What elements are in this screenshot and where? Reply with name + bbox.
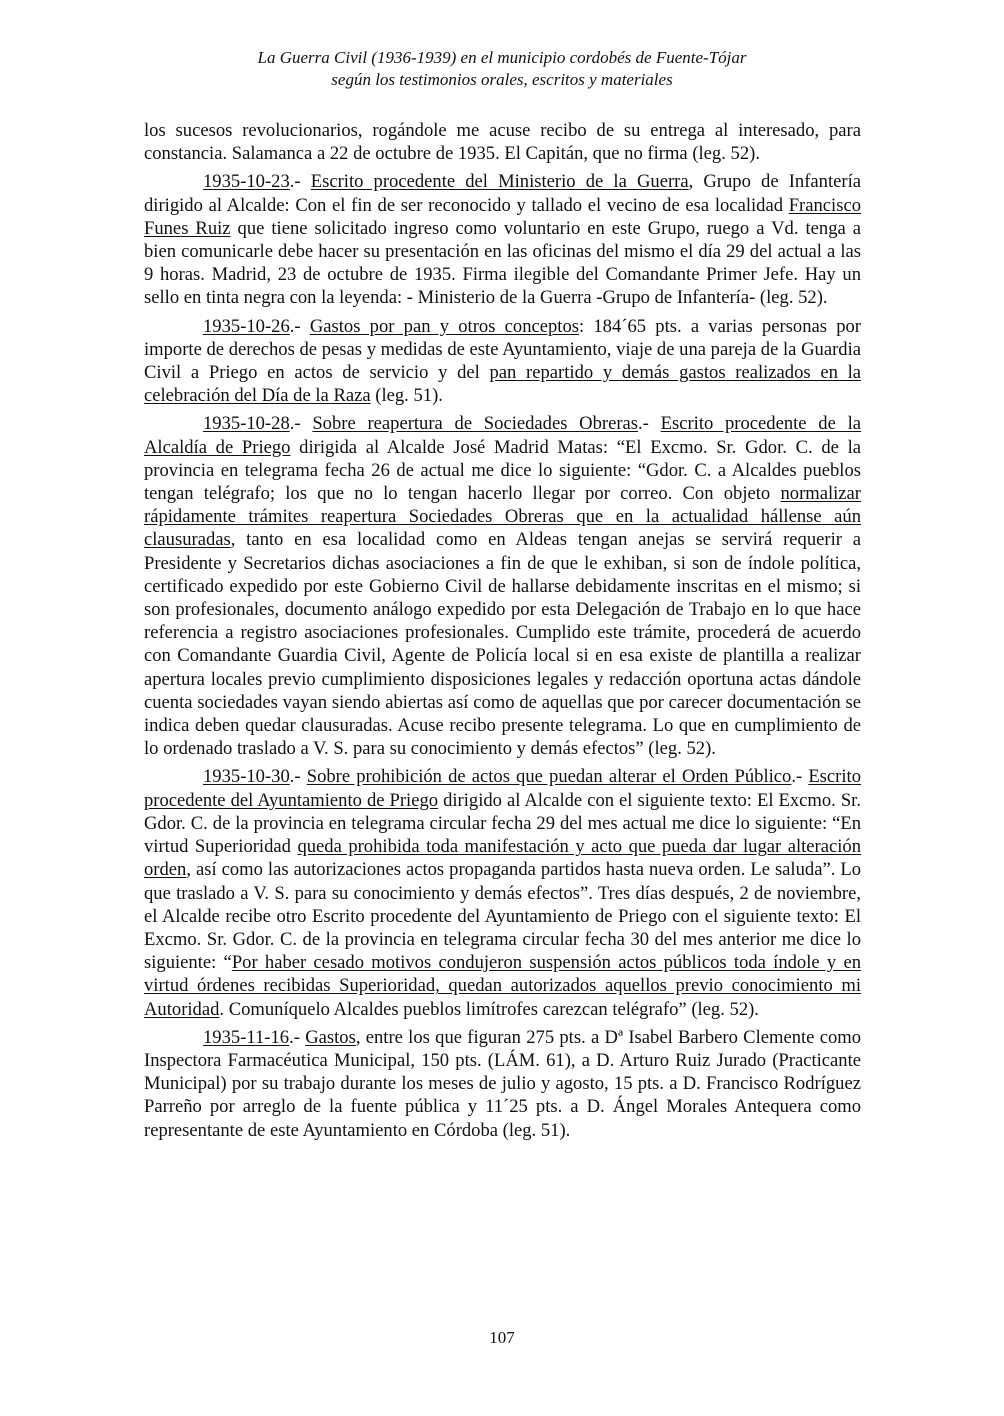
- entry-1935-10-26: [144, 315, 861, 408]
- entry-subject: Sobre prohibición de actos que puedan alterar el Orden Público: [306, 766, 792, 788]
- text-segment: .-: [289, 171, 311, 193]
- entry-date: 1935-10-23: [203, 171, 290, 193]
- text-segment: dirigido al Alcalde con el siguiente texto: El Excmo. Sr. Gdor. C. de la provincia en telegrama circular fecha 29 del mes actual me dice lo siguiente: “En virtud Superioridad: [144, 789, 861, 858]
- text-segment: .-: [289, 766, 307, 788]
- underlined-phrase: pan repartido y demás gastos realizados en la celebración del Día de la Raza: [144, 362, 861, 407]
- entry-1935-10-28: [144, 412, 861, 760]
- text-segment: : 184´65 pts. a varias personas por importe de derechos de pesas y medidas de este Ayuntamiento, viaje de una pareja de la Guardia Civil a Priego en actos de servicio y del: [144, 315, 861, 384]
- running-header: [0, 47, 1004, 91]
- entry-date: 1935-10-30: [203, 766, 290, 788]
- entry-source: Escrito procedente de la Alcaldía de Priego: [144, 413, 861, 458]
- text-segment: dirigida al Alcalde José Madrid Matas: “El Excmo. Sr. Gdor. C. de la provincia en telegrama fecha 26 de actual me dice lo siguiente: “Gdor. C. a Alcaldes pueblos tengan telégrafo; los que no lo tengan hacerlo llegar por correo. Con objeto: [144, 436, 862, 505]
- paragraph-continuation: [144, 119, 861, 165]
- page-number: 107: [489, 1328, 515, 1347]
- document-body: [144, 119, 861, 1147]
- text-segment: , Grupo de Infantería dirigido al Alcalde: Con el fin de ser reconocido y tallado el vecino de esa localidad: [144, 171, 861, 216]
- text-segment: .-: [289, 413, 313, 435]
- underlined-phrase: Por haber cesado motivos condujeron suspensión actos públicos toda índole y en virtud órdenes recibidas Superioridad, quedan autorizados aquellos previo conocimiento mi Autoridad: [144, 952, 861, 1020]
- text-segment: .-: [638, 413, 661, 435]
- underlined-name: Francisco Funes Ruiz: [144, 194, 861, 239]
- text-segment: , así como las autorizaciones actos propaganda partidos hasta nueva orden. Le saluda”. Lo que traslado a V. S. para su conocimiento y demás efectos”. Tres días después, 2 de noviembre, el Alcalde recibe otro Escrito procedente del Ayuntamiento de Priego con el siguiente texto: El Excmo. Sr. Gdor. C. de la provincia en telegrama circular fecha 30 del mes anterior me dice lo siguiente: “: [144, 859, 861, 974]
- underlined-phrase: queda prohibida toda manifestación y acto que pueda dar lugar alteración orden: [144, 836, 861, 881]
- header-subtitle-line: según los testimonios orales, escritos y materiales: [331, 70, 673, 89]
- entry-subject: Gastos: [305, 1026, 356, 1048]
- entry-1935-10-23: [144, 170, 861, 309]
- text-segment: , tanto en esa localidad como en Aldeas tengan anejas se servirá requerir a Presidente y Secretarios dichas asociaciones a fin de que le exhiban, si son de índole política, certificado expedido por este Gobierno Civil de hallarse debidamente inscritas en el mismo; si son profesionales, documento análogo expedido por esta Delegación de Trabajo en lo que hace referencia a registro asociaciones profesionales. Cumplido este trámite, procederá de acuerdo con Comandante Guardia Civil, Agente de Policía local si en esa existe de plantilla a realizar apertura locales previo cumplimiento disposiciones legales y redacción oportuna actas dándole cuenta sociedades vayan siendo abiertas así como de aquellas que por carecer documentación se indica deben quedar clausuradas. Acuse recibo presente telegrama. Lo que en cumplimiento de lo ordenado traslado a V. S. para su conocimiento y demás efectos” (leg. 52).: [144, 529, 861, 760]
- entry-subject: Gastos por pan y otros conceptos: [309, 315, 579, 337]
- underlined-phrase: normalizar rápidamente trámites reapertura Sociedades Obreras que en la actualidad hállense aún clausuradas: [144, 483, 861, 551]
- entry-date: 1935-11-16: [203, 1026, 290, 1048]
- entry-date: 1935-10-28: [203, 413, 290, 435]
- entry-date: 1935-10-26: [203, 315, 290, 337]
- entry-1935-10-30: [144, 765, 861, 1020]
- text-segment: que tiene solicitado ingreso como voluntario en este Grupo, ruego a Vd. tenga a bien comunicarle debe hacer su presentación en las oficinas del mismo el día 29 del actual a las 9 horas. Madrid, 23 de octubre de 1935. Firma ilegible del Comandante Primer Jefe. Hay un sello en tinta negra con la leyenda: - Ministerio de la Guerra -Grupo de Infantería- (leg. 52).: [144, 217, 861, 309]
- text-segment: los sucesos revolucionarios, rogándole me acuse recibo de su entrega al interesado, para constancia. Salamanca a 22 de octubre de 1935. El Capitán, que no firma (leg. 52).: [144, 120, 861, 165]
- text-segment: .-: [289, 1026, 306, 1048]
- text-segment: .-: [791, 766, 809, 788]
- entry-source: Escrito procedente del Ayuntamiento de Priego: [144, 766, 861, 811]
- text-segment: . Comuníquelo Alcaldes pueblos limítrofes carezcan telégrafo” (leg. 52).: [219, 998, 759, 1020]
- text-segment: (leg. 51).: [370, 385, 443, 407]
- header-title-line: La Guerra Civil (1936-1939) en el municipio cordobés de Fuente-Tójar: [257, 48, 747, 67]
- entry-subject: Escrito procedente del Ministerio de la Guerra: [310, 171, 689, 193]
- entry-1935-11-16: [144, 1026, 861, 1142]
- text-segment: , entre los que figuran 275 pts. a Dª Isabel Barbero Clemente como Inspectora Farmacéutica Municipal, 150 pts. (LÁM. 61), a D. Arturo Ruiz Jurado (Practicante Municipal) por su trabajo durante los meses de julio y agosto, 15 pts. a D. Francisco Rodríguez Parreño por arreglo de la fuente pública y 11´25 pts. a D. Ángel Morales Antequera como representante de este Ayuntamiento en Córdoba (leg. 51).: [144, 1026, 862, 1141]
- entry-subject: Sobre reapertura de Sociedades Obreras: [312, 413, 639, 435]
- text-segment: .-: [289, 315, 310, 337]
